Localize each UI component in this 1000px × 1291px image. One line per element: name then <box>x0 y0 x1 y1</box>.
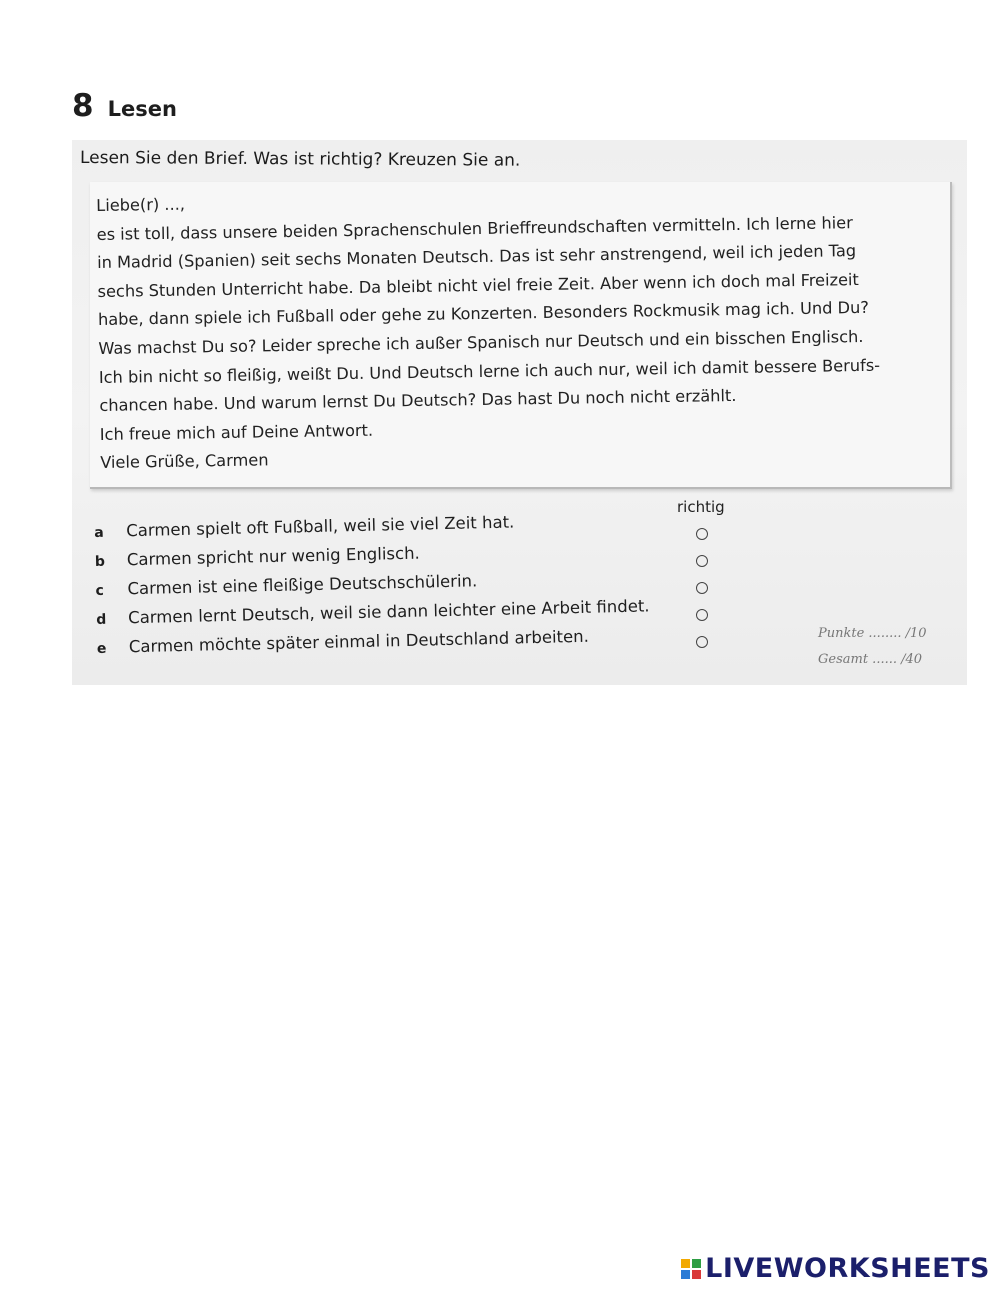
letter-line: sechs Stunden Unterricht habe. Da bleibt nicht viel freie Zeit. Aber wenn ich doch mal Freizeit <box>97 269 859 301</box>
richtig-checkbox-b[interactable] <box>696 555 708 567</box>
letter-line: in Madrid (Spanien) seit sechs Monaten Deutsch. Das ist sehr anstrengend, weil ich jeden Tag <box>96 241 857 273</box>
letter-line: habe, dann spiele ich Fußball oder gehe zu Konzerten. Besonders Rockmusik mag ich. Und Du? <box>97 298 870 330</box>
exercise-heading <box>72 88 177 124</box>
gesamt-score: Gesamt ...... /40 <box>818 652 923 667</box>
punkte-score: Punkte ........ /10 <box>818 626 927 641</box>
statement-letter: c <box>95 582 105 599</box>
letter-line: es ist toll, dass unsere beiden Sprachenschulen Brieffreundschaften vermitteln. Ich lerne hier <box>96 212 853 244</box>
statement-letter: e <box>96 640 107 657</box>
statement-text: Carmen möchte später einmal in Deutschland arbeiten. <box>128 626 590 657</box>
letter-closing: Viele Grüße, Carmen <box>100 450 269 473</box>
letter-text <box>96 179 950 478</box>
scanned-worksheet <box>72 140 967 685</box>
logo-square <box>681 1270 690 1279</box>
statement-letter: b <box>94 553 106 570</box>
liveworksheets-brand <box>681 1253 990 1284</box>
letter-line: Ich freue mich auf Deine Antwort. <box>99 420 374 444</box>
richtig-column-header: richtig <box>677 498 725 516</box>
richtig-checkbox-a[interactable] <box>696 528 708 540</box>
statement-list <box>94 509 651 667</box>
statement-letter: a <box>94 524 104 541</box>
richtig-checkbox-c[interactable] <box>696 582 708 594</box>
exercise-title: Lesen <box>107 97 177 121</box>
letter-line: chancen habe. Und warum lernst Du Deutsch? Das hast Du noch nicht erzählt. <box>99 386 737 416</box>
instruction-text: Lesen Sie den Brief. Was ist richtig? Kreuzen Sie an. <box>79 148 521 171</box>
logo-square <box>692 1270 701 1279</box>
letter-line: Was machst Du so? Leider spreche ich außer Spanisch nur Deutsch und ein bisschen Englisch. <box>98 326 864 358</box>
exercise-number: 8 <box>72 88 94 124</box>
letter-salutation: Liebe(r) ..., <box>96 194 186 215</box>
statement-text: Carmen spielt oft Fußball, weil sie viel Zeit hat. <box>125 512 515 541</box>
statement-text: Carmen lernt Deutsch, weil sie dann leichter eine Arbeit findet. <box>127 596 650 628</box>
richtig-checkbox-e[interactable] <box>696 636 708 648</box>
statement-text: Carmen ist eine fleißige Deutschschülerin. <box>127 571 478 599</box>
brand-text: LIVEWORKSHEETS <box>705 1253 990 1284</box>
letter-line: Ich bin nicht so fleißig, weißt Du. Und Deutsch lerne ich auch nur, weil ich damit bessere Berufs- <box>98 355 881 387</box>
logo-square <box>692 1259 701 1268</box>
statement-text: Carmen spricht nur wenig Englisch. <box>126 543 420 570</box>
statement-letter: d <box>96 611 107 628</box>
letter-box <box>90 182 952 489</box>
liveworksheets-logo-icon <box>681 1259 701 1279</box>
richtig-checkbox-d[interactable] <box>696 609 708 621</box>
logo-square <box>681 1259 690 1268</box>
